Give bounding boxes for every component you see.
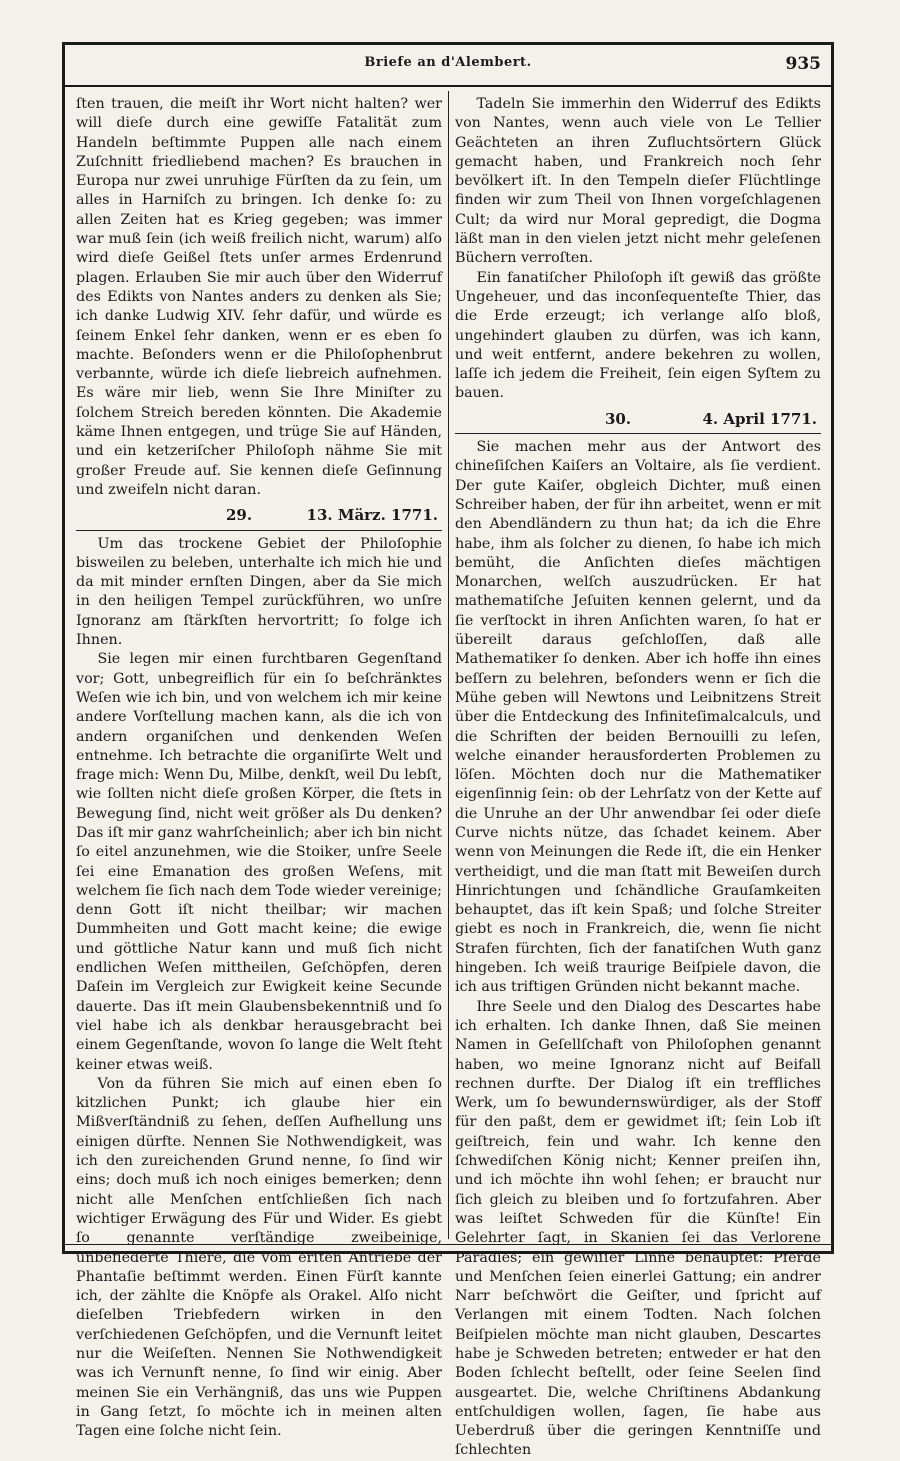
paragraph: Sie legen mir einen furchtbaren Gegenſtand vor; Gott, unbegreiflich für ein ſo beſchränktes Weſen wie ich bin, und von welchem ich mir keine andere Vorſtellung machen kann, als die ich von andern organiſchen und denkenden Weſen entnehme. Ich betrachte die organiſirte Welt und frage mich: Wenn Du, Milbe, denkſt, weil Du lebſt, wie ſollten nicht dieſe großen Körper, die ſtets in Bewegung ſind, nicht weit größer als Du denken? Das iſt mir ganz wahrſcheinlich; aber ich bin nicht ſo eitel anzunehmen, wie die Stoiker, unſre Seele ſei eine Emanation des großen Weſens, mit welchem ſie ſich nach dem Tode wieder vereinige; denn Gott iſt nicht theilbar; wir machen Dummheiten und Gott macht keine; die ewige und göttliche Natur kann und muß ſich nicht endlichen Weſen mittheilen, Geſchöpfen, deren Daſein im Vergleich zur Ewigkeit keine Secunde dauerte. Das iſt mein Glaubensbekenntniß und ſo viel habe ich als denkbar herausgebracht bei einem Gegenſtande, wovon ſo lange die Welt ſteht keiner etwas weiß. [76, 651, 442, 1073]
heading-rule [455, 433, 821, 434]
paragraph: Sie machen mehr aus der Antwort des chineſiſchen Kaiſers an Voltaire, als ſie verdient. Der gute Kaiſer, obgleich Dichter, muß einen Schreiber haben, der für ihn arbeitet, wenn er mit den Abendländern zu thun hat; da ich die Ehre habe, ihm als ſolcher zu dienen, ſo habe ich mich bemüht, die Anſichten dieſes mächtigen Monarchen, welſch auszudrücken. Er hat mathematiſche Jeſuiten kennen gelernt, und da ſie verſtockt in ihren Anſichten waren, ſo hat er übereilt daraus geſchloſſen, daß alle Mathematiker ſo denken. Aber ich hoffe ihn eines beſſern zu belehren, beſonders wenn er ſich die Mühe geben will Newtons und Leibnitzens Streit über die Entdeckung des Infiniteſimalcalculs, und die Schriften der beiden Bernouilli zu leſen, welche einander herausforderten Problemen zu löſen. Möchten doch nur die Mathematiker eigenſinnig ſein: ob der Lehrſatz von der Kette auf die Unruhe an der Uhr anwendbar ſei oder dieſe Curve nichts nütze, das ſchadet keinem. Aber wenn von Meinungen die Rede iſt, die ein Henker vertheidigt, und die man ſtatt mit Beweiſen durch Hinrichtungen und ſchändliche Grauſamkeiten behauptet, das iſt kein Spaß; und ſolche Streiter giebt es noch in Frankreich, die, wenn ſie nicht Strafen fürchten, ſich der fanatiſchen Wuth ganz hingeben. Ich weiß traurige Beiſpiele davon, die ich aus triftigen Gründen nicht bekannt mache. [455, 439, 821, 996]
letter-heading-29 [76, 506, 442, 525]
paragraph: Ein fanatiſcher Philoſoph iſt gewiß das größte Ungeheuer, und das inconſequenteſte Thier, das die Erde erzeugt; ich verlange alſo bloß, ungehindert glauben zu dürfen, was ich kann, und weit entfernt, andere bekehren zu wollen, laſſe ich jedem die Freiheit, ſein eigen Syſtem zu bauen. [455, 269, 821, 402]
letter-date: 13. März. 1771. [306, 506, 438, 525]
letter-number: 30. [605, 409, 632, 428]
page-frame [62, 42, 834, 1459]
running-title: Briefe an d'Alembert. [364, 55, 532, 70]
paragraph: ſten trauen, die meiſt ihr Wort nicht halten? wer will dieſe durch eine gewiſſe Fatalität zum Handeln beſtimmte Puppen alle nach einem Zuſchnitt friedliebend machen? Es brauchen in Europa nur zwei unruhige Fürſten da zu ſein, um alles in Harniſch zu bringen. Ich denke ſo: zu allen Zeiten hat es Krieg gegeben; was immer war muß ſein (ich weiß freilich nicht, warum) alſo wird dieſe Geißel ſtets unſer armes Erdenrund plagen. Erlauben Sie mir auch über den Widerruf des Edikts von Nantes anders zu denken als Sie; ich danke Ludwig XIV. ſehr dafür, und würde es ſeinem Enkel ſehr danken, wenn er es eben ſo machte. Beſonders wenn er die Philoſophenbrut verbannte, würde ich dieſe liebreich aufnehmen. Es wäre mir lieb, wenn Sie Ihre Miniſter zu ſolchem Streich bereden könnten. Die Akademie käme Ihnen entgegen, und trüge Sie auf Händen, und ein ketzeriſcher Philoſoph nähme Sie mit großer Freude auf. Sie kennen dieſe Geſinnung und zweifeln nicht daran. [76, 96, 442, 498]
paragraph: Von da führen Sie mich auf einen eben ſo kitzlichen Punkt; ich glaube hier ein Mißverſtändniß zu ſehen, deſſen Aufhellung uns einigen dürfte. Nennen Sie Nothwendigkeit, was ich den zureichenden Grund nenne, ſo ſind wir eins; doch muß ich noch einiges bemerken; denn nicht alle Menſchen entſchließen ſich nach wichtiger Erwägung des Für und Wider. Es giebt ſo genannte verſtändige zweibeinige, unbefiederte Thiere, die vom erſten Antriebe der Phantaſie beſtimmt werden. Einen Fürſt kannte ich, der zählte die Knöpfe als Orakel. Alſo nicht dieſelben Triebfedern wirken in den verſchiedenen Geſchöpfen, und die Vernunft leitet nur die Weiſeſten. Nennen Sie Nothwendigkeit was ich Vernunft nenne, ſo ſind wir einig. Aber meinen Sie ein Verhängniß, das uns wie Puppen in Gang ſetzt, ſo möchte ich in meinen alten Tagen eine ſolche nicht ſein. [76, 1075, 442, 1440]
page-header [65, 45, 831, 87]
bottom-rule [65, 1244, 831, 1251]
paragraph: Um das trockene Gebiet der Philoſophie bisweilen zu beleben, unterhalte ich mich hie und da mit minder ernſten Dingen, aber da Sie mich in den heiligen Tempel zurückführen, wo unſre Ignoranz am ſtärkſten hervortritt; ſo folge ich Ihnen. [76, 535, 442, 649]
heading-rule [76, 530, 442, 531]
letter-number: 29. [226, 506, 253, 525]
letter-heading-30 [455, 410, 821, 429]
paragraph: Ihre Seele und den Dialog des Descartes habe ich erhalten. Ich danke Ihnen, daß Sie meinen Namen in Geſellſchaft von Philoſophen genannt haben, wo meine Ignoranz nicht auf Beifall rechnen durfte. Der Dialog iſt ein treffliches Werk, um ſo bewundernswürdiger, als der Stoff für den paßt, dem er gewidmet iſt; ſein Lob iſt geiſtreich, fein und wahr. Ich kenne den ſchwediſchen König nicht; Kenner preiſen ihn, und ich möchte ihn wohl ſehen; er braucht nur ſich gleich zu bleiben und ſo fortzufahren. Aber was leiſtet Schweden für die Künſte! Ein Gelehrter ſagt, in Skanien ſei das Verlorene Paradies; ein gewiſſer Linne behauptet: Pferde und Menſchen ſeien einerlei Gattung; ein andrer Narr beſchwört die Geiſter, und ſpricht auf Verlangen mit einem Todten. Nach ſolchen Beiſpielen möchte man nicht glauben, Descartes habe je Schweden betreten; entweder er hat den Boden ſchlecht beſtellt, oder ſeine Seelen ſind ausgeartet. Die, welche Chriſtinens Abdankung entſchuldigen wollen, ſagen, ſie habe aus Ueberdruß über die geringen Kenntniſſe und ſchlechten [455, 998, 821, 1459]
letter-date: 4. April 1771. [702, 409, 817, 428]
page-number: 935 [785, 54, 821, 74]
left-column [76, 95, 442, 1441]
column-divider [448, 91, 449, 1239]
paragraph: Tadeln Sie immerhin den Widerruf des Edikts von Nantes, wenn auch viele von Le Tellier Geächteten an ihren Zufluchtsörtern Glück gemacht haben, und Frankreich noch ſehr bevölkert iſt. In den Tempeln dieſer Flüchtlinge finden wir zum Theil von Ihnen vorgeſchlagenen Cult; da wird nur Moral gepredigt, die Dogma läßt man in den vielen jetzt nicht mehr geleſenen Büchern verroſten. [455, 96, 821, 267]
right-column [455, 95, 821, 1461]
